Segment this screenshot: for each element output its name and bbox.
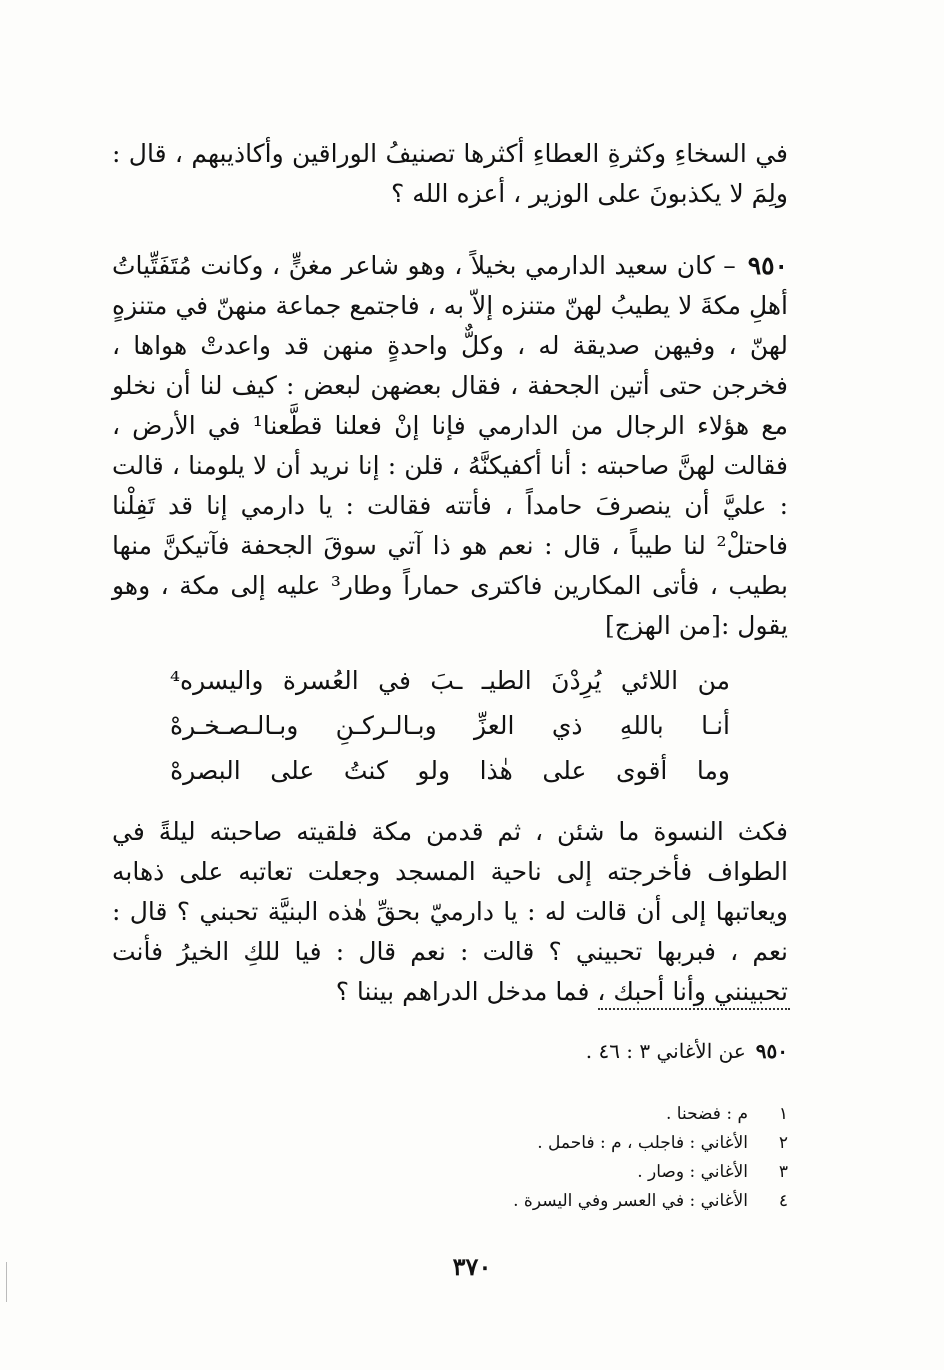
- poem-word: وما: [696, 756, 730, 785]
- anecdote-number: ٩٥٠: [747, 251, 788, 280]
- poem-word: اللائي: [620, 666, 679, 695]
- footnote-text: الأغاني : فاجلب ، م : فاحمل .: [537, 1133, 748, 1153]
- scan-edge-mark: [6, 1262, 9, 1302]
- source-reference: [586, 1036, 788, 1066]
- poem-line: [170, 703, 730, 748]
- footnote-text: م : فضحنا .: [665, 1104, 748, 1124]
- poem-word: باللهِ: [619, 711, 664, 740]
- poem-line: [170, 748, 730, 793]
- poem-word: كنتُ: [343, 756, 388, 785]
- footnote-text: الأغاني : في العسر وفي اليسرة .: [513, 1191, 748, 1211]
- poem-word: على: [542, 756, 587, 785]
- intro-paragraph: [112, 134, 788, 214]
- page-number: ٣٧٠: [452, 1252, 492, 1281]
- poem-line: [170, 658, 730, 703]
- anecdote-text: – كان سعيد الدارمي بخيلاً ، وهو شاعر مغنٍّ ، وكانت مُتَفَتِّياتُ أهلِ مكةَ لا يطيبُ لهنّ متنزه إلاّ به ، فاجتمع جماعة منهنّ في متنزهٍ لهنّ ، وفيهن صديقة له ، وكلٌّ واحدةٍ منهن قد واعدتْ هواها ، فخرجن حتى أتين الجحفة ، فقال بعضهن لبعض : كيف لنا أن نخلو مع هؤلاء الرجال من الدارمي فإنا إنْ فعلنا قطَّعنا¹ في الأرض ، فقالت لهنَّ صاحبته : أنا أكفيكنَّهُ ، قلن : إنا نريد أن لا يلومنا ، قالت : عليَّ أن ينصرفَ حامداً ، فأتته فقالت : يا دارمي إنا قد تَفِلْنا فاحتلْ² لنا طيباً ، قال : نعم هو ذا آتي سوقَ الجحفة فآتيكنَّ منها بطيب ، فأتى المكارين فاكترى حماراً وطار³ عليه إلى مكة ، وهو يقول :[من الهزج]: [112, 251, 788, 640]
- poem: [170, 658, 730, 793]
- footnote-number: ٢: [778, 1133, 788, 1153]
- source-number: ٩٥٠: [755, 1039, 788, 1063]
- source-text: عن الأغاني ٣ : ٤٦ .: [585, 1039, 746, 1063]
- poem-word: على: [270, 756, 315, 785]
- poem-word: العزِّ: [474, 711, 515, 740]
- footnote: [513, 1187, 788, 1216]
- footnote-number: ٤: [778, 1191, 788, 1211]
- closing-text: فكث النسوة ما شئن ، ثم قدمن مكة فلقيته صاحبته ليلةً في الطواف فأخرجته إلى ناحية المسجد وجعلت تعاتبه على ذهابه ويعاتبها إلى أن قالت له : يا دارميّ بحقِّ هٰذه البنيَّة تحبني ؟ قال : نعم ، فبربها تحبيني ؟ قالت : نعم قال : فيا للكِ الخيرُ فأنت تحبينني وأنا أحبك ، فما مدخل الدراهم بيننا ؟: [112, 817, 788, 1006]
- poem-word: أنـا: [701, 711, 730, 740]
- footnote-text: الأغاني : وصار .: [637, 1162, 748, 1182]
- poem-word: أقوى: [615, 756, 668, 785]
- footnote: [513, 1129, 788, 1158]
- anecdote-paragraph: [112, 246, 788, 646]
- poem-word: العُسرة: [282, 666, 359, 695]
- poem-word: هٰذا: [479, 756, 513, 785]
- poem-word: وبـالـركـنِ: [335, 711, 437, 740]
- intro-text: في السخاءِ وكثرةِ العطاءِ أكثرها تصنيفُ الوراقين وأكاذيبهم ، قال : ولِمَ لا يكذبونَ على الوزير ، أعزه الله ؟: [112, 139, 788, 208]
- footnotes: [513, 1100, 788, 1216]
- closing-paragraph: [112, 812, 788, 1012]
- anecdote-950: [112, 246, 788, 646]
- footnote-divider: [598, 1008, 790, 1010]
- poem-word: ولو: [417, 756, 451, 785]
- footnote: [513, 1100, 788, 1129]
- footnote: [513, 1158, 788, 1187]
- poem-word: وبـالـصـخـرهْ: [170, 711, 299, 740]
- poem-word: في: [378, 666, 411, 695]
- footnote-number: ٣: [778, 1162, 788, 1182]
- poem-word: ذي: [551, 711, 583, 740]
- poem-word: من: [697, 666, 730, 695]
- poem-word: ـبَ: [430, 666, 463, 695]
- poem-word: الطيـ: [481, 666, 532, 695]
- poem-word: البصرهْ: [170, 756, 241, 785]
- poem-word: يُرِدْنَ: [551, 666, 602, 695]
- poem-word: واليسره⁴: [170, 666, 264, 695]
- footnote-number: ١: [778, 1104, 788, 1124]
